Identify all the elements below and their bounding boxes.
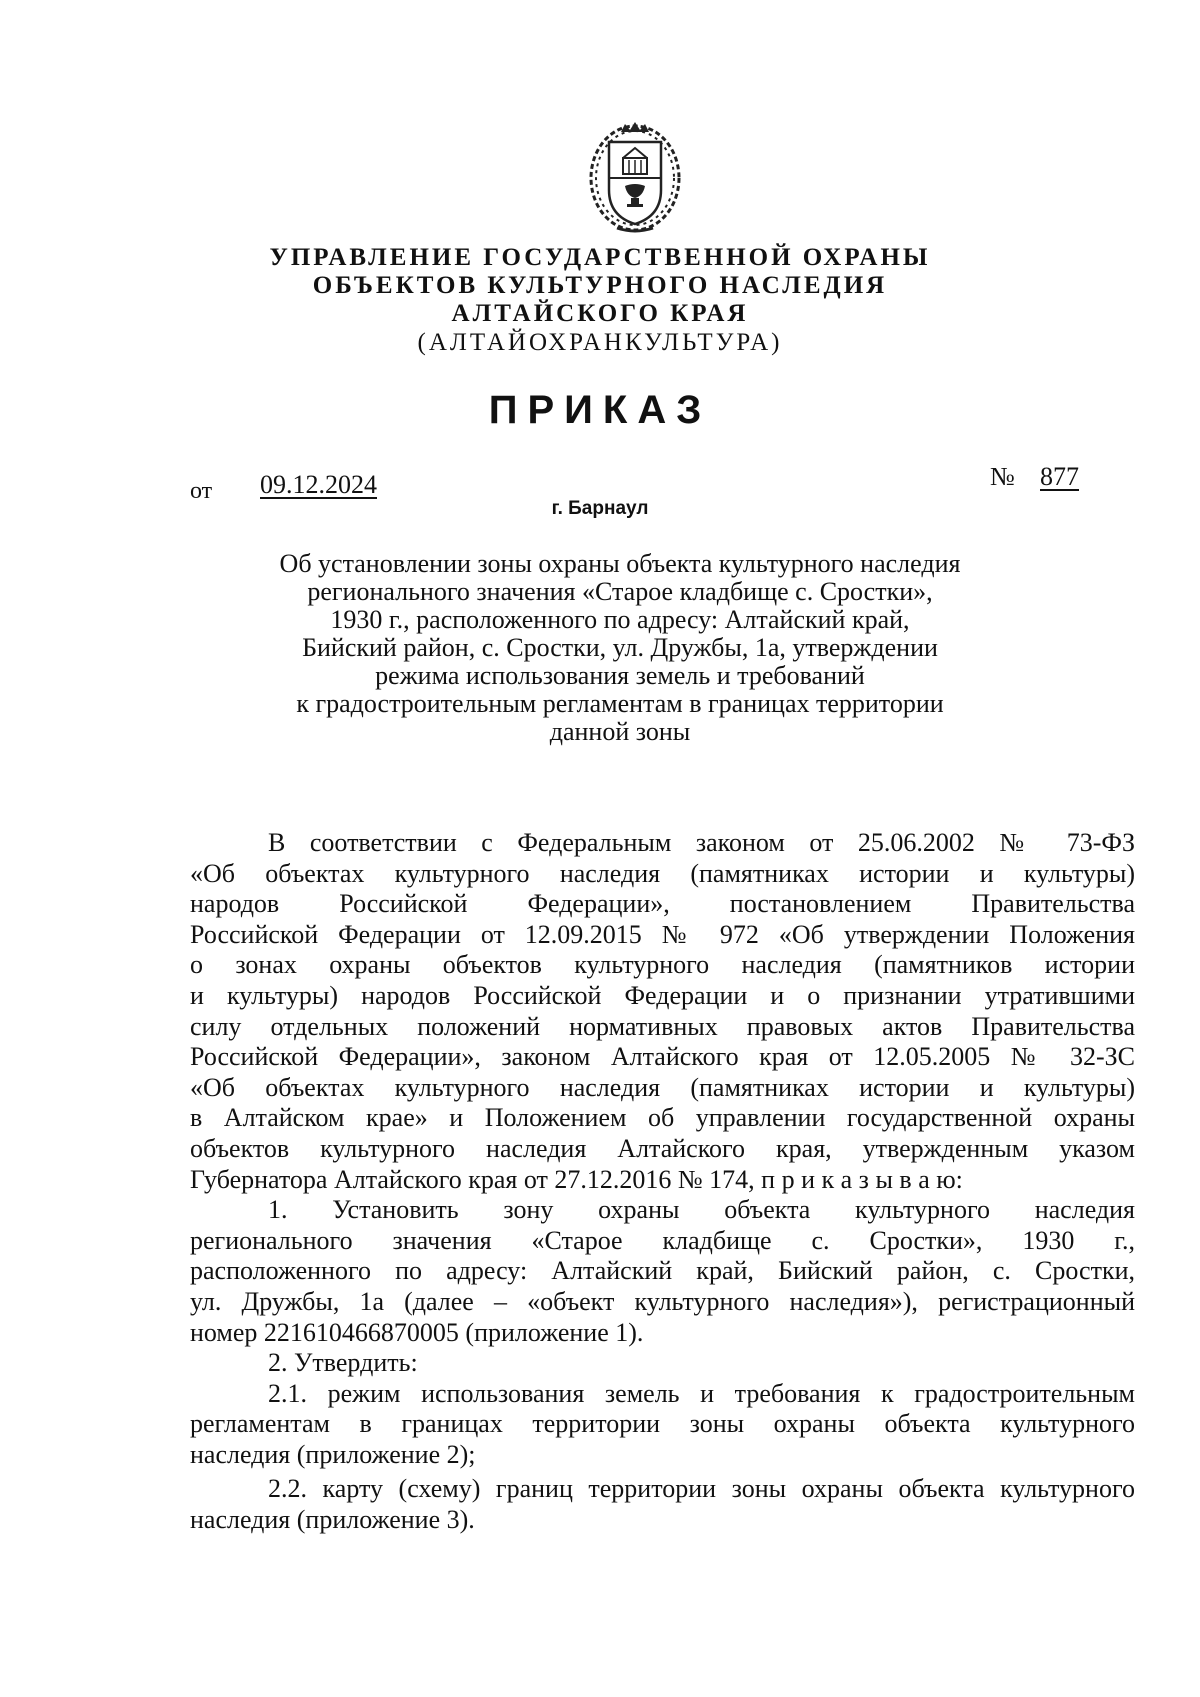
- item-2-2-line: наследия (приложение 3).: [190, 1505, 475, 1535]
- item-2-1-line: 2.1. режим использования земель и требования к градостроительным: [268, 1378, 1135, 1408]
- subject-line: регионального значения «Старое кладбище с. Сростки»,: [307, 577, 933, 606]
- city-label: г. Барнаул: [551, 498, 649, 519]
- item-1-line: расположенного по адресу: Алтайский край, Бийский район, с. Сростки,: [190, 1256, 1135, 1286]
- document-type-title: ПРИКАЗ: [488, 388, 712, 432]
- item-2-1-line: регламентам в границах территории зоны охраны объекта культурного: [190, 1409, 1135, 1439]
- body-line: силу отдельных положений нормативных правовых актов Правительства: [190, 1011, 1135, 1041]
- body-line: «Об объектах культурного наследия (памятниках истории и культуры): [190, 1072, 1135, 1102]
- body-line: Российской Федерации от 12.09.2015 № 972 «Об утверждении Положения: [190, 919, 1135, 949]
- date-prefix: от: [190, 478, 213, 504]
- body-line: Губернатора Алтайского края от 27.12.2016 № 174, п р и к а з ы в а ю:: [190, 1164, 963, 1194]
- document-body: [190, 828, 1135, 1536]
- subject-line: к градостроительным регламентам в границах территории: [296, 689, 944, 718]
- item-1-line: номер 221610466870005 (приложение 1).: [190, 1317, 644, 1347]
- body-line: народов Российской Федерации», постановлением Правительства: [190, 889, 1135, 919]
- body-line: о зонах охраны объектов культурного наследия (памятников истории: [190, 950, 1135, 980]
- organization-name-line-1: УПРАВЛЕНИЕ ГОСУДАРСТВЕННОЙ ОХРАНЫ: [269, 244, 931, 271]
- item-1-line: 1. Установить зону охраны объекта культурного наследия: [268, 1195, 1135, 1225]
- item-2-heading: 2. Утвердить:: [268, 1348, 418, 1378]
- subject-line: 1930 г., расположенного по адресу: Алтайский край,: [330, 605, 910, 634]
- subject-line: режима использования земель и требований: [375, 661, 865, 690]
- item-2-1-line: наследия (приложение 2);: [190, 1439, 476, 1469]
- organization-name-line-3: АЛТАЙСКОГО КРАЯ: [451, 300, 749, 327]
- document-subject: [240, 550, 1000, 746]
- item-1-line: регионального значения «Старое кладбище с. Сростки», 1930 г.,: [190, 1225, 1135, 1255]
- number-sign: №: [990, 462, 1015, 491]
- body-line: объектов культурного наследия Алтайского края, утвержденным указом: [190, 1133, 1135, 1163]
- body-line: и культуры) народов Российской Федерации и о признании утратившими: [190, 980, 1135, 1010]
- subject-line: Об установлении зоны охраны объекта культурного наследия: [279, 549, 961, 578]
- organization-name-line-2: ОБЪЕКТОВ КУЛЬТУРНОГО НАСЛЕДИЯ: [312, 272, 888, 299]
- item-1-line: ул. Дружбы, 1а (далее – «объект культурного наследия»), регистрационный: [190, 1286, 1135, 1316]
- subject-line: данной зоны: [549, 717, 691, 746]
- body-line: Российской Федерации», законом Алтайского края от 12.05.2005 № 32-ЗС: [190, 1042, 1135, 1072]
- document-number: 877: [1040, 462, 1079, 491]
- body-line: В соответствии с Федеральным законом от 25.06.2002 № 73-ФЗ: [268, 828, 1135, 857]
- subject-line: Бийский район, с. Сростки, ул. Дружбы, 1а, утверждении: [302, 633, 938, 662]
- coat-of-arms-emblem: [587, 120, 683, 236]
- body-line: «Об объектах культурного наследия (памятниках истории и культуры): [190, 858, 1135, 888]
- item-2-2-line: 2.2. карту (схему) границ территории зоны охраны объекта культурного: [268, 1474, 1135, 1504]
- body-line: в Алтайском крае» и Положением об управлении государственной охраны: [190, 1103, 1135, 1133]
- document-date: 09.12.2024: [260, 470, 377, 499]
- organization-abbreviation: (АЛТАЙОХРАНКУЛЬТУРА): [417, 329, 783, 356]
